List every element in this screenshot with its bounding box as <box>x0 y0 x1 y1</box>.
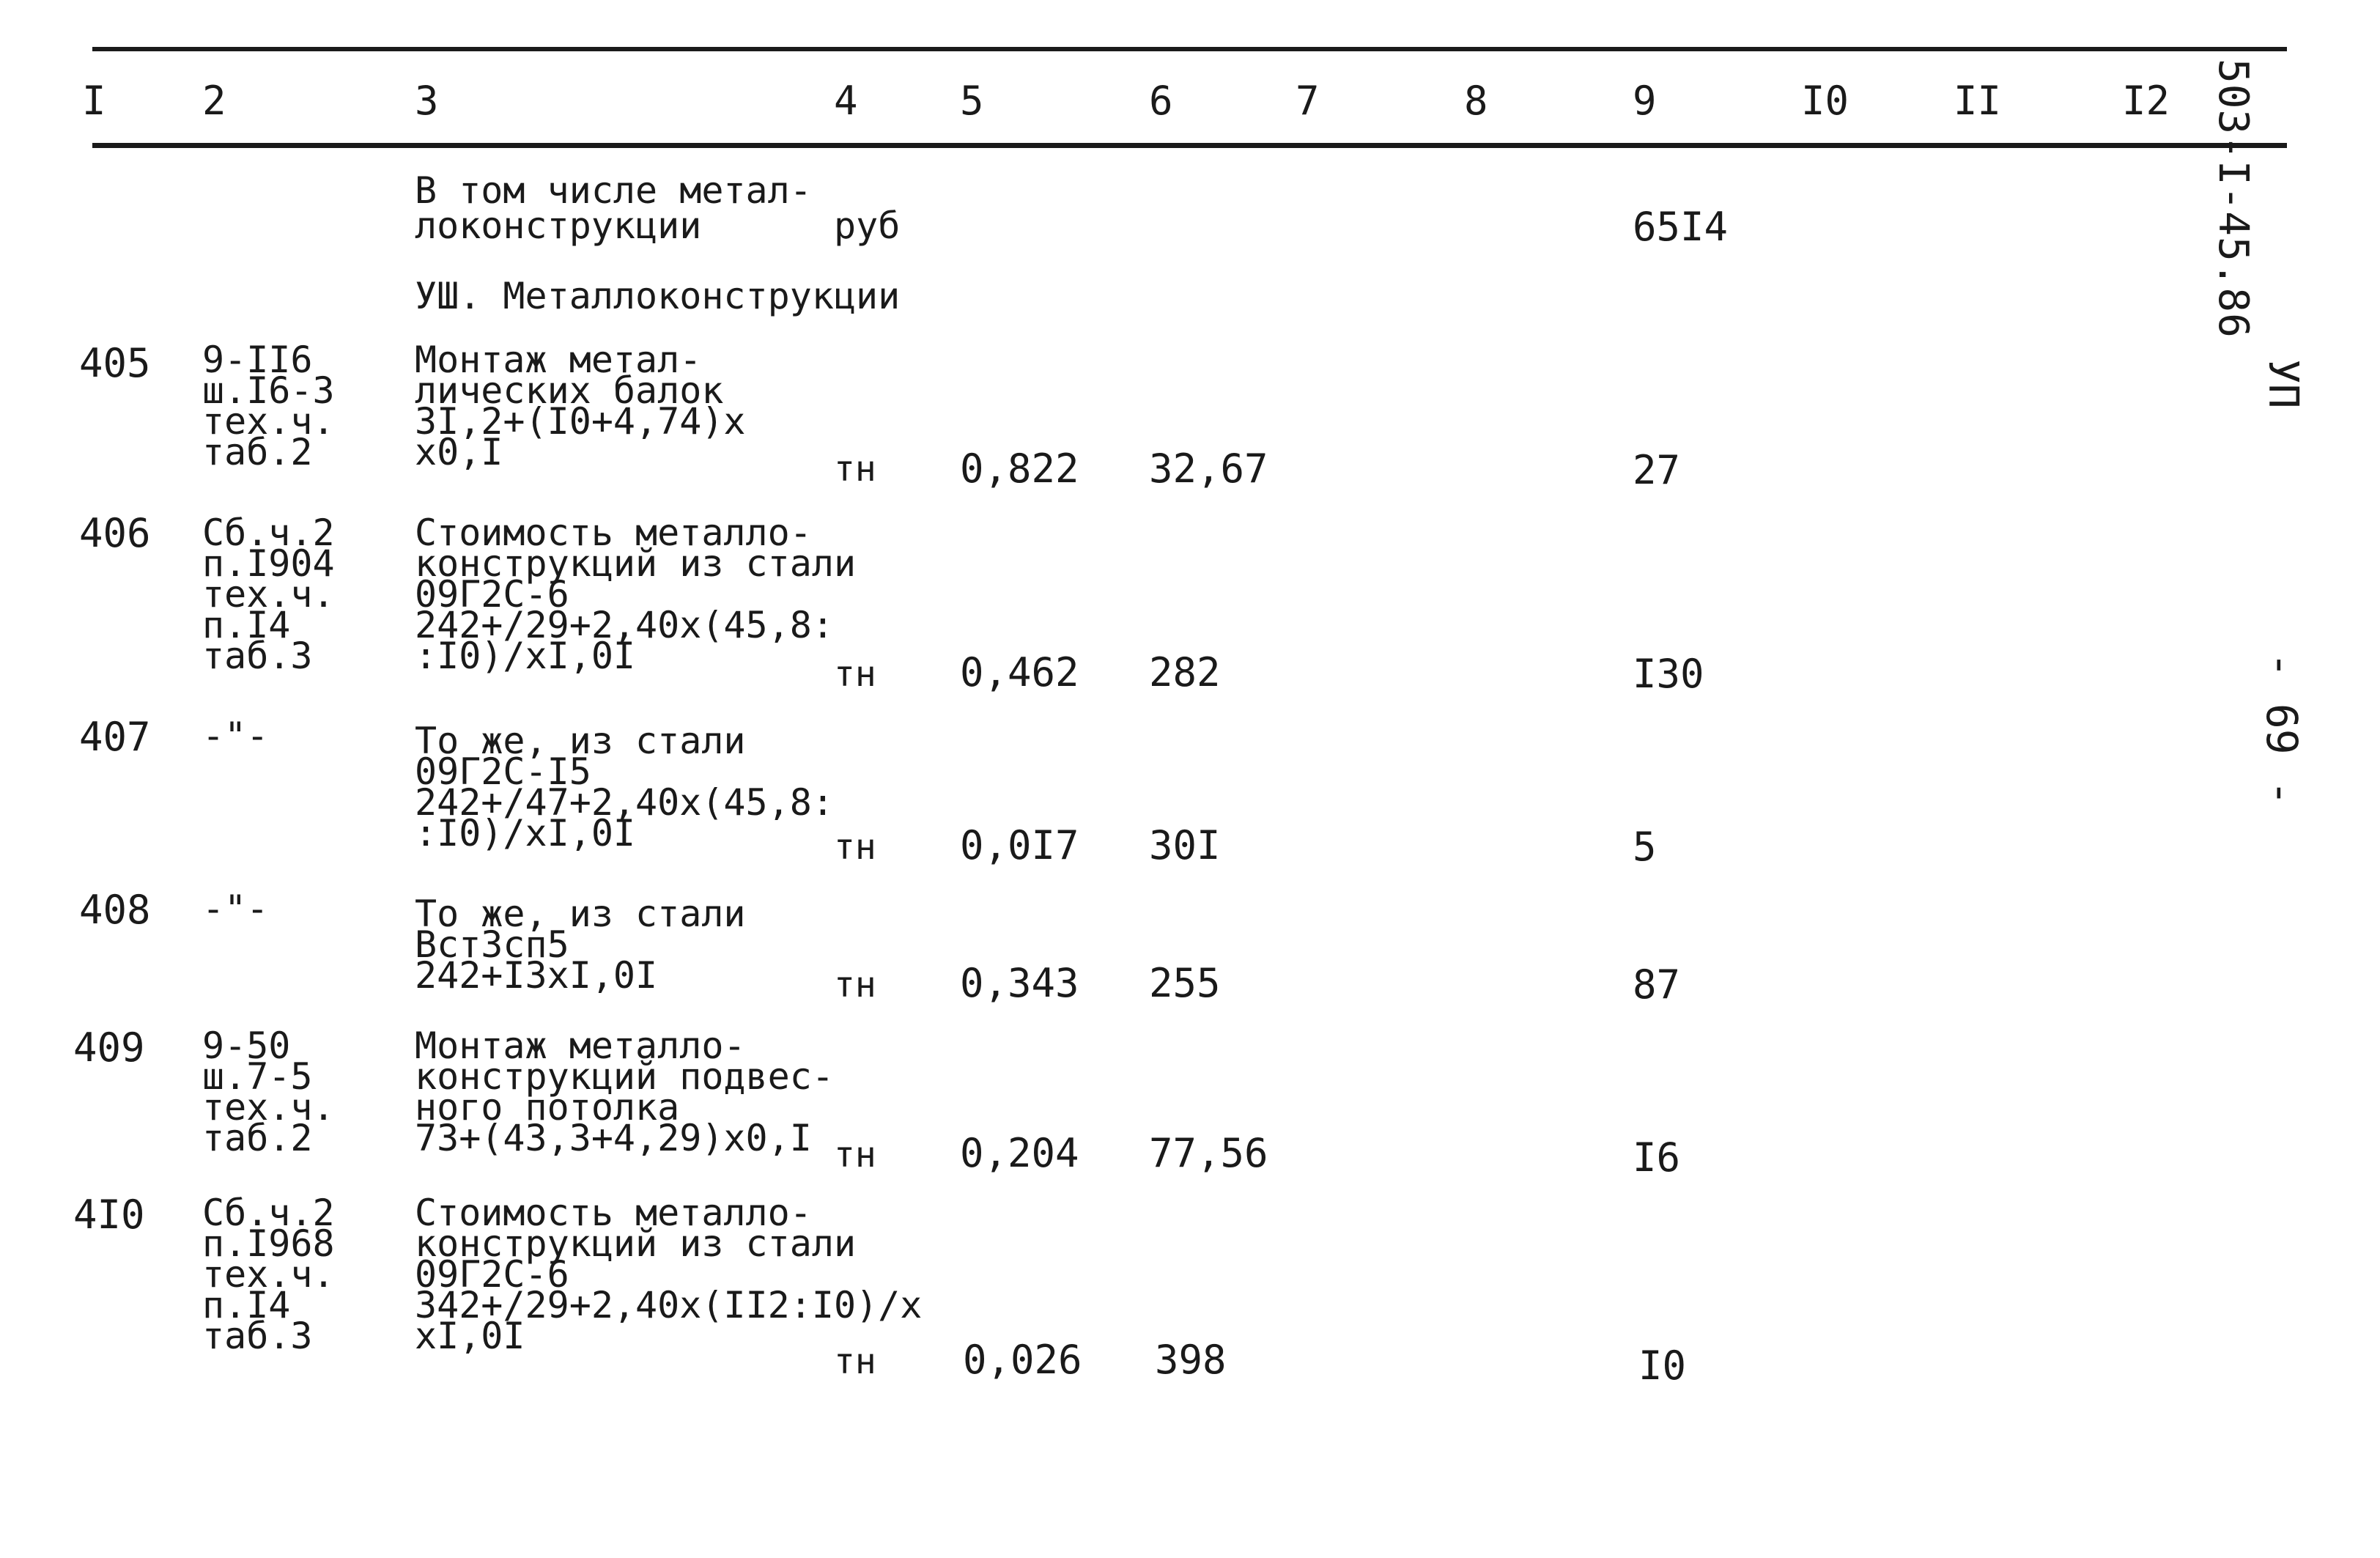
section-heading: УШ. Металлоконструкции <box>415 275 901 317</box>
row-unit: тн <box>834 1341 876 1382</box>
row-total: 87 <box>1633 961 1681 1008</box>
row-unit: тн <box>834 654 876 695</box>
row-price: 398 <box>1155 1337 1227 1383</box>
row-quantity: 0,204 <box>960 1130 1079 1176</box>
page-number: - 69 - <box>2257 652 2307 806</box>
row-price: 32,67 <box>1149 446 1268 492</box>
column-header-6: 6 <box>1149 78 1173 124</box>
column-header-4: 4 <box>834 78 858 124</box>
row-reference: 9-II6 ш.I6-3 тех.ч. таб.2 <box>202 339 335 473</box>
row-description: Монтаж метал- лических балок 3I,2+(I0+4,74)х х0,I <box>415 339 746 473</box>
row-number: 408 <box>79 887 151 933</box>
row-total: 5 <box>1633 824 1657 870</box>
column-header-9: 9 <box>1633 78 1657 124</box>
intro-text: В том числе метал- локонструкции <box>415 169 812 247</box>
row-price: 255 <box>1149 960 1221 1006</box>
document-code: 503-I-45.86 <box>2209 59 2257 339</box>
row-description: Монтаж металло- конструкций подвес- ного потолка 73+(43,3+4,29)х0,I <box>415 1024 834 1159</box>
row-description: То же, из стали Вст3сп5 242+I3хI,0I <box>415 893 746 997</box>
row-quantity: 0,343 <box>960 960 1079 1006</box>
row-reference: -"- <box>202 887 269 930</box>
row-total: I0 <box>1638 1343 1687 1389</box>
column-header-10: I0 <box>1801 78 1849 124</box>
column-header-7: 7 <box>1296 78 1320 124</box>
row-reference: 9-50 ш.7-5 тех.ч. таб.2 <box>202 1024 335 1159</box>
row-unit: тн <box>834 964 876 1005</box>
row-number: 406 <box>79 510 151 556</box>
row-number: 407 <box>79 714 151 760</box>
column-header-5: 5 <box>960 78 984 124</box>
header-top-rule <box>92 47 2287 51</box>
column-header-12: I2 <box>2122 78 2170 124</box>
row-number: 405 <box>79 340 151 386</box>
column-header-3: 3 <box>415 78 439 124</box>
row-quantity: 0,822 <box>960 446 1079 492</box>
header-bottom-rule <box>92 143 2287 148</box>
row-total: I6 <box>1633 1134 1681 1181</box>
column-header-8: 8 <box>1464 78 1488 124</box>
row-total: I30 <box>1633 651 1704 697</box>
row-reference: Сб.ч.2 п.I968 тех.ч. п.I4 таб.3 <box>202 1192 335 1357</box>
column-header-11: II <box>1954 78 2002 124</box>
row-number: 4I0 <box>73 1192 145 1238</box>
row-quantity: 0,462 <box>960 649 1079 695</box>
intro-total: 65I4 <box>1633 204 1729 250</box>
row-description: То же, из стали 09Г2С-I5 242+/47+2,40х(45,8: :I0)/хI,0I <box>415 720 834 854</box>
row-unit: тн <box>834 827 876 868</box>
section-number: УП <box>2259 359 2307 409</box>
row-unit: тн <box>834 1134 876 1175</box>
column-header-2: 2 <box>202 78 226 124</box>
row-reference: Сб.ч.2 п.I904 тех.ч. п.I4 таб.3 <box>202 512 335 677</box>
intro-unit: руб <box>834 204 901 247</box>
row-unit: тн <box>834 448 876 490</box>
row-description: Стоимость металло- конструкций из стали 09Г2С-6 342+/29+2,40х(II2:I0)/х хI,0I <box>415 1192 923 1357</box>
row-quantity: 0,0I7 <box>960 822 1079 868</box>
row-price: 77,56 <box>1149 1130 1268 1176</box>
row-price: 282 <box>1149 649 1221 695</box>
column-header-1: I <box>82 78 106 124</box>
row-number: 409 <box>73 1024 145 1071</box>
row-price: 30I <box>1149 822 1221 868</box>
row-description: Стоимость металло- конструкций из стали 09Г2С-6 242+/29+2,40х(45,8: :I0)/хI,0I <box>415 512 857 677</box>
row-total: 27 <box>1633 447 1681 493</box>
row-quantity: 0,026 <box>963 1337 1082 1383</box>
row-reference: -"- <box>202 715 269 757</box>
